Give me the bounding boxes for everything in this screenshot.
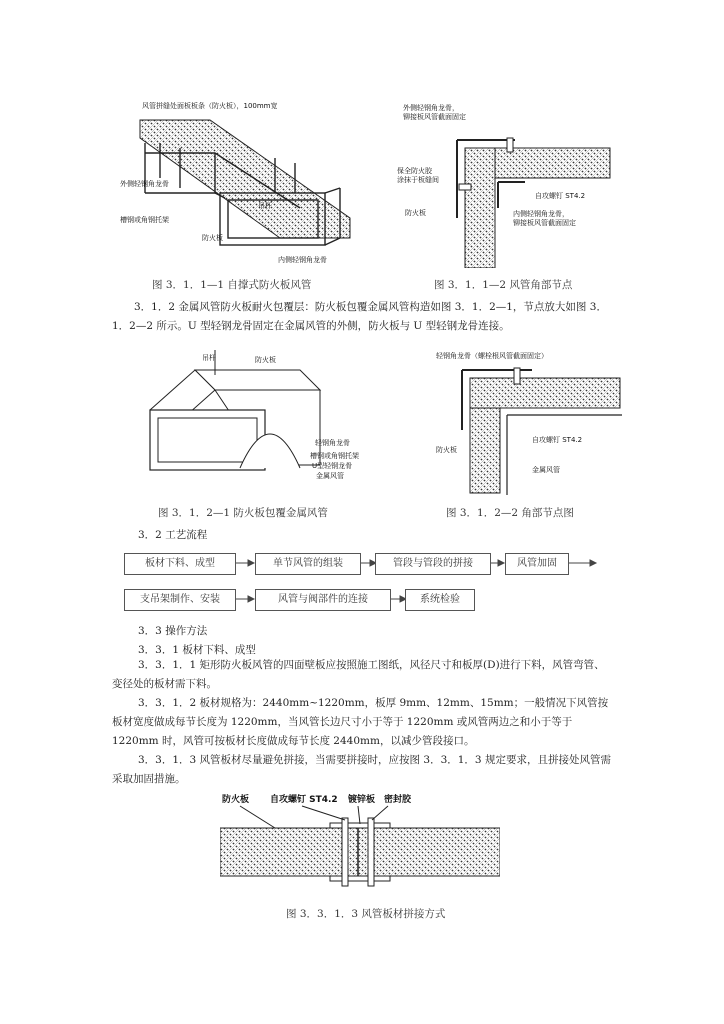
figure-corner-node-2	[432, 350, 622, 495]
label-plate: 镀锌板	[348, 795, 376, 805]
caption-fig-3-1-2-1: 图 3．1．2—1 防火板包覆金属风管	[158, 507, 328, 519]
label-board: 防火板	[202, 234, 223, 242]
label-board: 防火板	[405, 209, 426, 217]
label-u-keel: U型轻钢龙骨	[312, 462, 353, 470]
label-board: 防火板	[222, 795, 250, 805]
label-glue: 保全防火胶	[397, 167, 432, 175]
caption-fig-3-1-1-2: 图 3．1．1—2 风管角部节点	[434, 279, 573, 291]
paragraph-3-3-1-3: 3．3．1．3 风管板材尽量避免拼接，当需要拼接时，应按图 3．3．1．3 规定要求，且拼接处风管需采取加固措施。	[112, 754, 611, 785]
label-inner-angle: 内侧轻钢角龙骨，	[513, 210, 569, 218]
label-top-angle: 轻钢角龙骨（螺栓根风管截面固定）	[436, 352, 548, 360]
label-screw: 自攻螺钉 ST4.2	[532, 436, 583, 444]
heading-3-3-1: 3．3．1 板材下料、成型	[138, 644, 256, 656]
svg-text:铆接板风管截面固定: 铆接板风管截面固定	[513, 219, 576, 227]
svg-text:铆接板风管截面固定: 铆接板风管截面固定	[403, 113, 466, 121]
figure-duct-corner-node	[395, 98, 615, 268]
label-hanger: 吊杆	[202, 354, 216, 362]
caption-fig-3-1-1-1: 图 3．1．1—1 自撑式防火板风管	[152, 279, 312, 291]
flow-step: 单节风管的组装	[255, 553, 361, 575]
paragraph-3-3-1-2: 3．3．1．2 板材规格为：2440mm~1220mm，板厚 9mm、12mm、15mm；一般情况下风管按板材宽度做成每节长度为 1220mm，当风管长边尺寸小于等于 1220mm 或风管两边之和小于等于 1220mm 时，风管可按板材长度做成每节长度 2440mm，以减少管段接口。	[112, 697, 609, 747]
label-top-strip: 风管拼缝处面板板条（防火板），100mm宽	[142, 102, 278, 110]
flow-step: 管段与管段的拼接	[375, 553, 491, 575]
label-tray: 槽钢或角钢托架	[120, 216, 169, 224]
label-board: 防火板	[255, 356, 276, 364]
label-outer-angle: 外侧轻钢角龙骨，	[403, 104, 459, 112]
label-seal: 密封胶	[384, 795, 412, 805]
paragraph-3-3-1-1: 3．3．1．1 矩形防火板风管的四面壁板应按照施工图纸，风径尺寸和板厚(D)进行下料，风管弯管、变径处的板材需下料。	[112, 659, 605, 690]
label-inner-angle: 内侧轻钢角龙骨	[278, 256, 327, 264]
flow-step: 风管与阀部件的连接	[255, 589, 391, 611]
caption-fig-3-3-1-3: 图 3．3．1．3 风管板材拼接方式	[286, 908, 446, 920]
flow-step: 系统检验	[405, 589, 475, 611]
label-board: 防火板	[436, 446, 457, 454]
figure-board-splice	[220, 788, 500, 888]
label-screw: 自攻螺钉 ST4.2	[270, 795, 338, 805]
label-angle: 轻钢角龙骨	[315, 439, 350, 447]
heading-3-3: 3．3 操作方法	[138, 625, 208, 637]
figure-wrapped-metal-duct	[140, 350, 370, 495]
label-tray: 槽钢或角钢托架	[310, 452, 359, 460]
figure-self-supporting-duct	[120, 98, 370, 268]
flow-step: 风管加固	[505, 553, 569, 575]
flow-step: 支吊架制作、安装	[124, 589, 236, 611]
label-metal-duct: 金属风管	[532, 466, 560, 474]
label-outer-angle: 外侧轻钢角龙骨	[120, 180, 169, 188]
heading-3-2: 3．2 工艺流程	[138, 529, 208, 541]
label-screw: 自攻螺钉 ST4.2	[535, 192, 586, 200]
label-hanger: 吊杆	[258, 202, 272, 210]
label-metal-duct: 金属风管	[316, 472, 344, 480]
paragraph-3-1-2: 3．1．2 金属风管防火板耐火包覆层：防火板包覆金属风管构造如图 3．1．2—1，节点放大如图 3．1．2—2 所示。U 型轻钢龙骨固定在金属风管的外侧，防火板与 U 型轻钢龙骨连接。	[112, 301, 607, 332]
svg-text:涂抹于板缝间: 涂抹于板缝间	[397, 176, 439, 184]
flow-step: 板材下料、成型	[124, 553, 236, 575]
caption-fig-3-1-2-2: 图 3．1．2—2 角部节点图	[446, 507, 574, 519]
